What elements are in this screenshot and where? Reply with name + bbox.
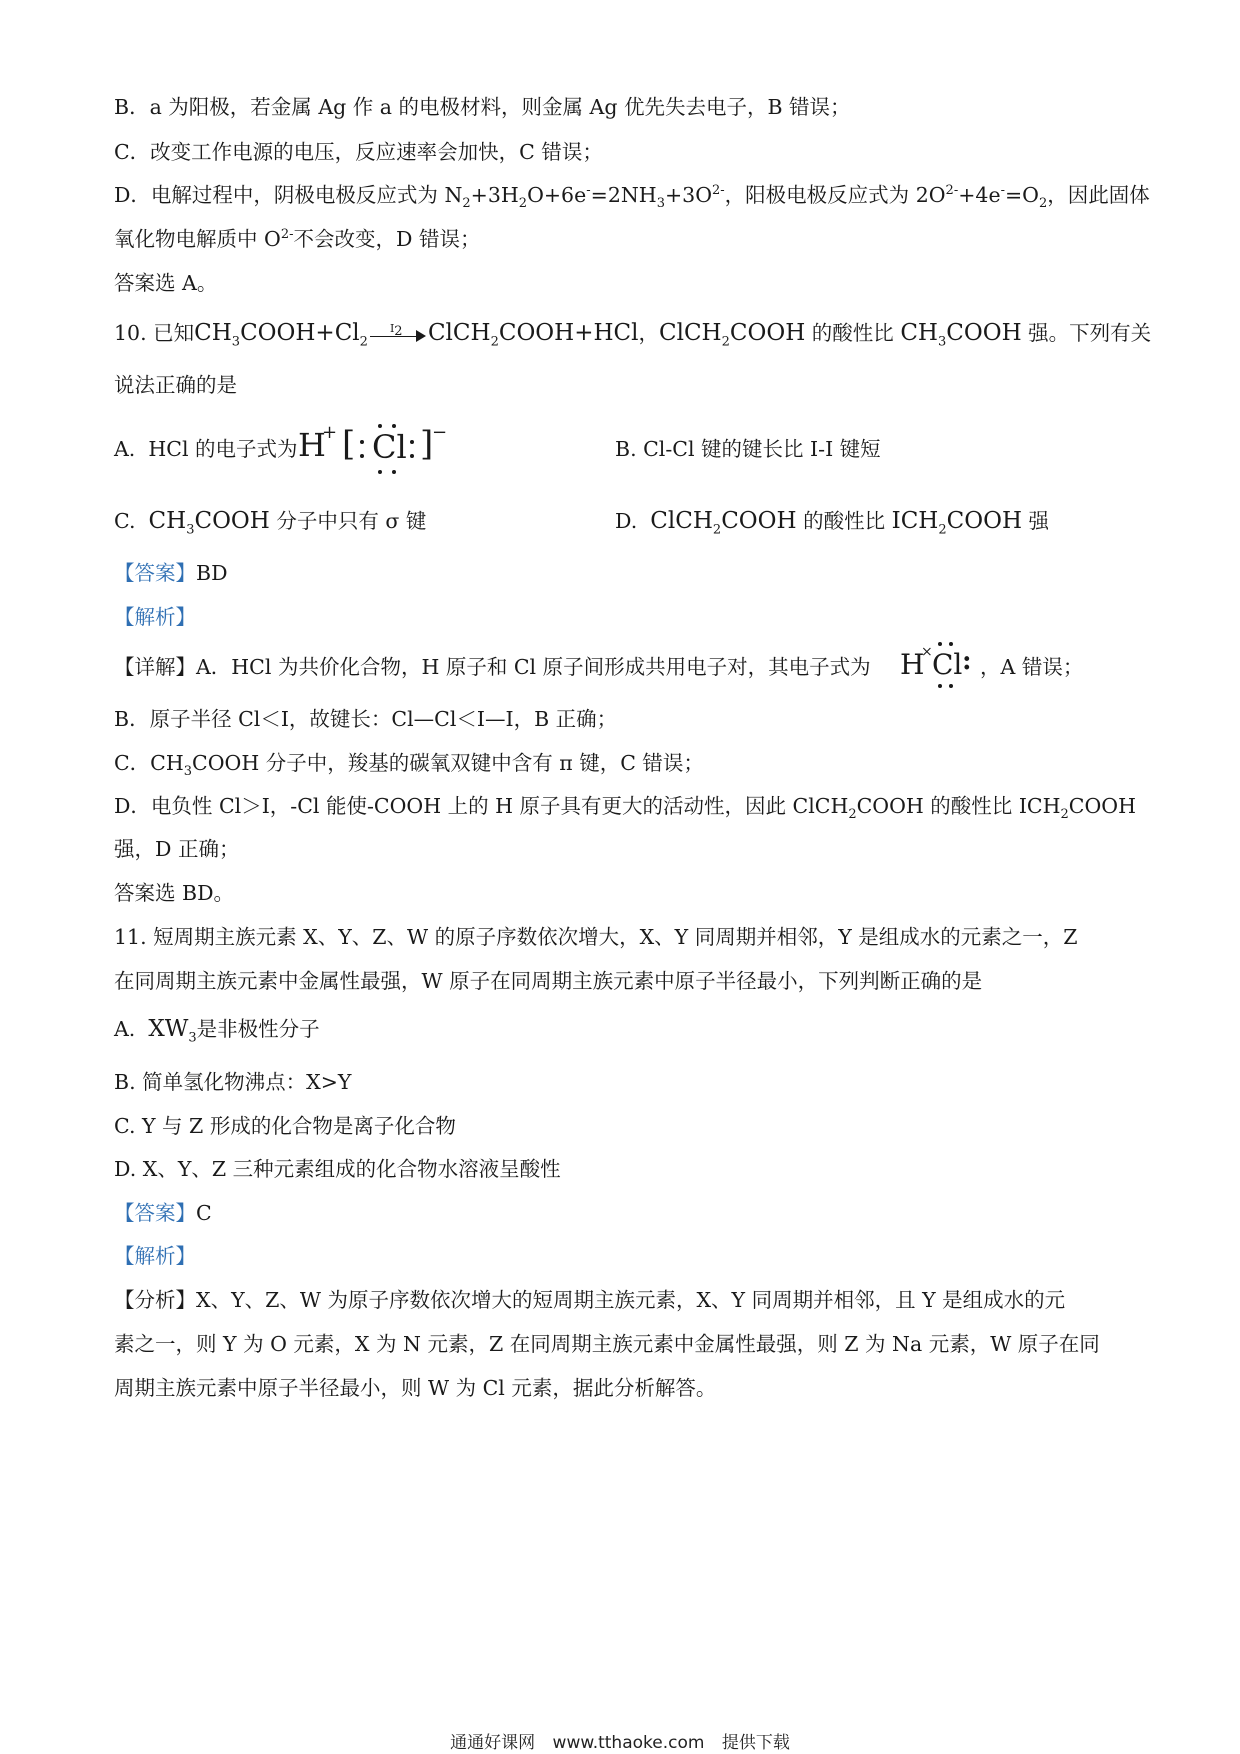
q10-answer: 【答案】BD <box>114 561 228 585</box>
q11-option-a: A. $XW_3$是非极性分子 <box>114 1016 320 1046</box>
hcl-covalent-electron-formula: H × Cl : <box>900 642 972 690</box>
footer-site-name: 通通好课网 <box>450 1733 536 1753</box>
q11-analysis-tag: 【解析】 <box>114 1244 196 1268</box>
prev-analysis-b: B．a 为阳极，若金属 Ag 作 a 的电极材料，则金属 Ag 优先失去电子，B 错误； <box>114 95 851 119</box>
footer-note: 提供下载 <box>721 1733 790 1753</box>
page-footer <box>0 1728 1240 1753</box>
q11-analysis-3: 周期主族元素中原子半径最小，则 W 为 Cl 元素，据此分析解答。 <box>114 1376 717 1400</box>
footer-url[interactable]: www.tthaoke.com <box>552 1733 705 1753</box>
q11-option-c: C. Y 与 Z 形成的化合物是离子化合物 <box>114 1114 456 1138</box>
q11-option-b: B. 简单氢化物沸点：X>Y <box>114 1070 352 1094</box>
q11-stem: 11. 短周期主族元素 X、Y、Z、W 的原子序数依次增大，X、Y 同周期并相邻，Y 是组成水的元素之一，Z <box>114 925 1078 949</box>
prev-analysis-d: D．电解过程中，阴极电极反应式为 $N_2+3H_2O+6e^-=2NH_3+3O^{2-}$，阳极电极反应式为 $2O^{2-}+4e^-=O_2$，因此固体 <box>114 183 1150 212</box>
q10-analysis-tag: 【解析】 <box>114 605 196 629</box>
q11-answer: 【答案】C <box>114 1201 212 1225</box>
q11-option-d: D. X、Y、Z 三种元素组成的化合物水溶液呈酸性 <box>114 1157 561 1181</box>
q11-analysis-1: 【分析】X、Y、Z、W 为原子序数依次增大的短周期主族元素，X、Y 同周期并相邻，且 Y 是组成水的元 <box>114 1288 1066 1312</box>
prev-analysis-d-line2: 氧化物电解质中 $O^{2-}$不会改变，D 错误； <box>114 227 481 251</box>
q10-stem-line2: 说法正确的是 <box>114 373 237 397</box>
q10-conclusion: 答案选 BD。 <box>114 881 235 905</box>
q10-stem: 10. 已知$CH_3COOH+Cl_2$ $I_2$ ClCH$_2$COOH+HCl，ClCH$_2$COOH 的酸性比 $CH_3COOH$ 强。下列有关 <box>114 320 1152 350</box>
q10-option-c: C. $CH_3COOH$ 分子中只有 σ 键 <box>114 508 427 538</box>
q10-detail-d: D．电负性 Cl＞I，-Cl 能使-COOH 上的 H 原子具有更大的活动性，因此 ClCH$_2$COOH 的酸性比 $ICH_2COOH$ <box>114 794 1136 823</box>
reaction-arrow: $I_2$ <box>368 324 428 346</box>
q10-detail-c: C．$CH_3COOH$ 分子中，羧基的碳氧双键中含有 π 键，C 错误； <box>114 751 704 780</box>
q10-detail-b: B．原子半径 Cl＜I，故键长：Cl—Cl＜I—I，B 正确； <box>114 707 618 731</box>
prev-analysis-c: C．改变工作电源的电压，反应速率会加快，C 错误； <box>114 140 603 164</box>
q10-detail-a-tail: ，A 错误； <box>980 655 1084 679</box>
q10-option-d: D. ClCH$_2$COOH 的酸性比 $ICH_2COOH$ 强 <box>615 508 1050 538</box>
hcl-ionic-electron-formula: H + [ Cl ] − <box>298 424 458 474</box>
prev-answer: 答案选 A。 <box>114 271 218 295</box>
q10-detail-a: 【详解】A．HCl 为共价化合物，H 原子和 Cl 原子间形成共用电子对，其电子式为 <box>114 655 871 679</box>
q10-option-b: B. Cl-Cl 键的键长比 I-I 键短 <box>615 437 881 461</box>
q10-detail-d-line2: 强，D 正确； <box>114 837 240 861</box>
q11-analysis-2: 素之一，则 Y 为 O 元素，X 为 N 元素，Z 在同周期主族元素中金属性最强，则 Z 为 Na 元素，W 原子在同 <box>114 1332 1100 1356</box>
q11-stem-line2: 在同周期主族元素中金属性最强，W 原子在同周期主族元素中原子半径最小，下列判断正确的是 <box>114 969 983 993</box>
q10-option-a: A. HCl 的电子式为 <box>114 437 298 461</box>
